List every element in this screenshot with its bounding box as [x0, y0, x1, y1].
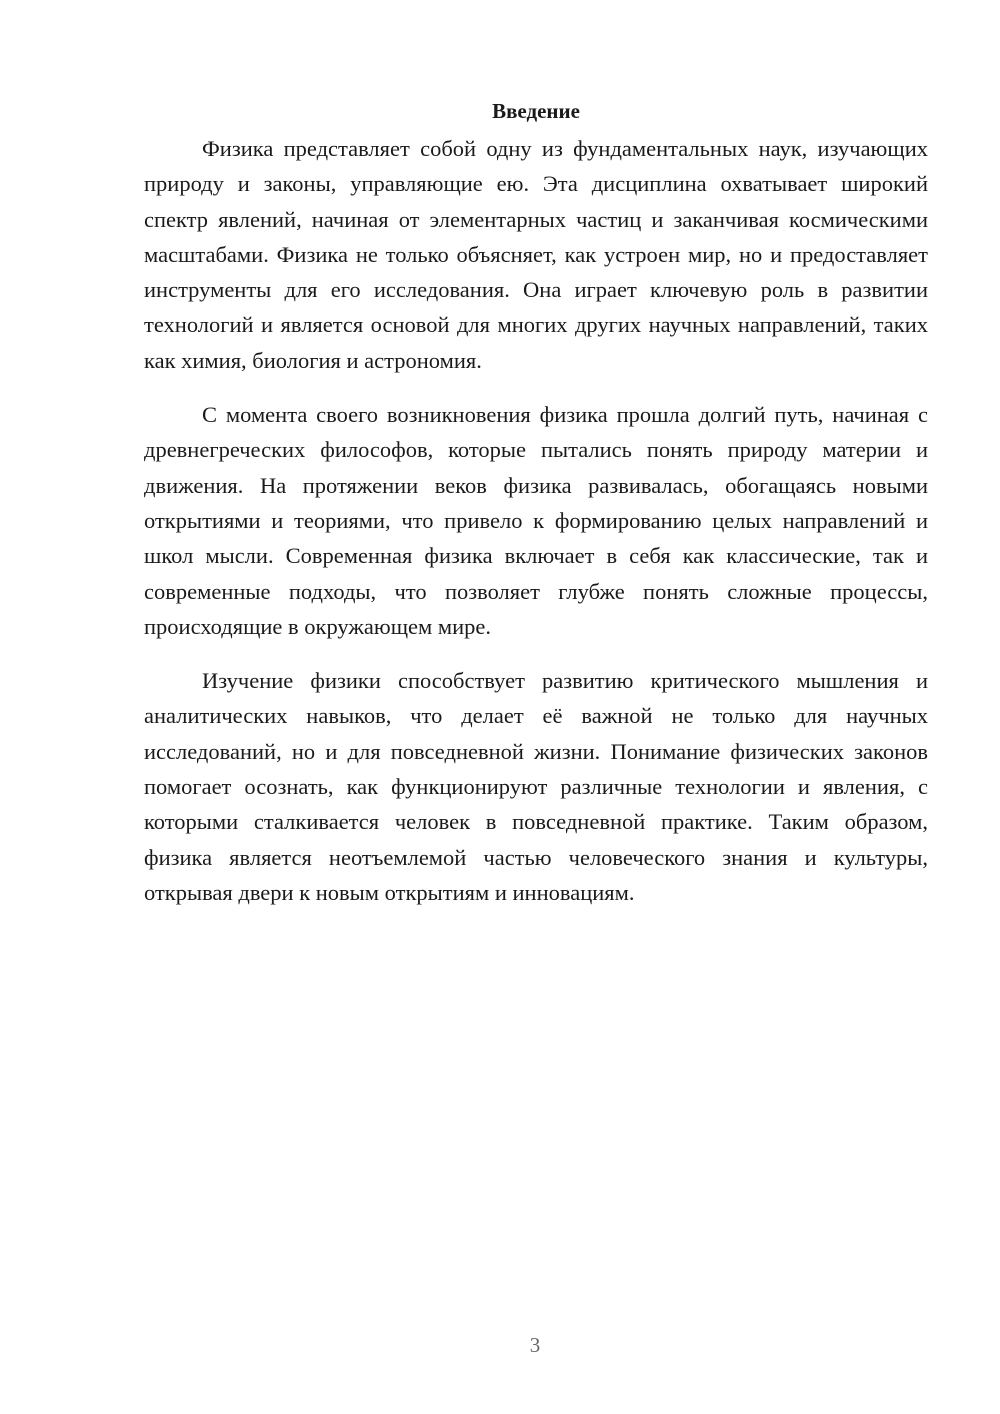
document-body: [144, 96, 928, 929]
paragraph-2: С момента своего возникновения физика прошла долгий путь, начиная с древнегреческих философов, которые пытались понять природу материи и движения. На протяжении веков физика развивалась, обогащаясь новыми открытиями и теориями, что привело к формированию целых направлений и школ мысли. Современная физика включает в себя как классические, так и современные подходы, что позволяет глубже понять сложные процессы, происходящие в окружающем мире.: [144, 402, 928, 639]
page-number: 3: [529, 1333, 541, 1357]
paragraph-1: Физика представляет собой одну из фундаментальных наук, изучающих природу и законы, управляющие ею. Эта дисциплина охватывает широкий спектр явлений, начиная от элементарных частиц и заканчивая космическими масштабами. Физика не только объясняет, как устроен мир, но и предоставляет инструменты для его исследования. Она играет ключевую роль в развитии технологий и является основой для многих других научных направлений, таких как химия, биология и астрономия.: [144, 136, 928, 373]
section-title: Введение: [492, 99, 580, 123]
paragraph-3: Изучение физики способствует развитию критического мышления и аналитических навыков, что делает её важной не только для научных исследований, но и для повседневной жизни. Понимание физических законов помогает осознать, как функционируют различные технологии и явления, с которыми сталкивается человек в повседневной практике. Таким образом, физика является неотъемлемой частью человеческого знания и культуры, открывая двери к новым открытиям и инновациям.: [144, 668, 928, 905]
